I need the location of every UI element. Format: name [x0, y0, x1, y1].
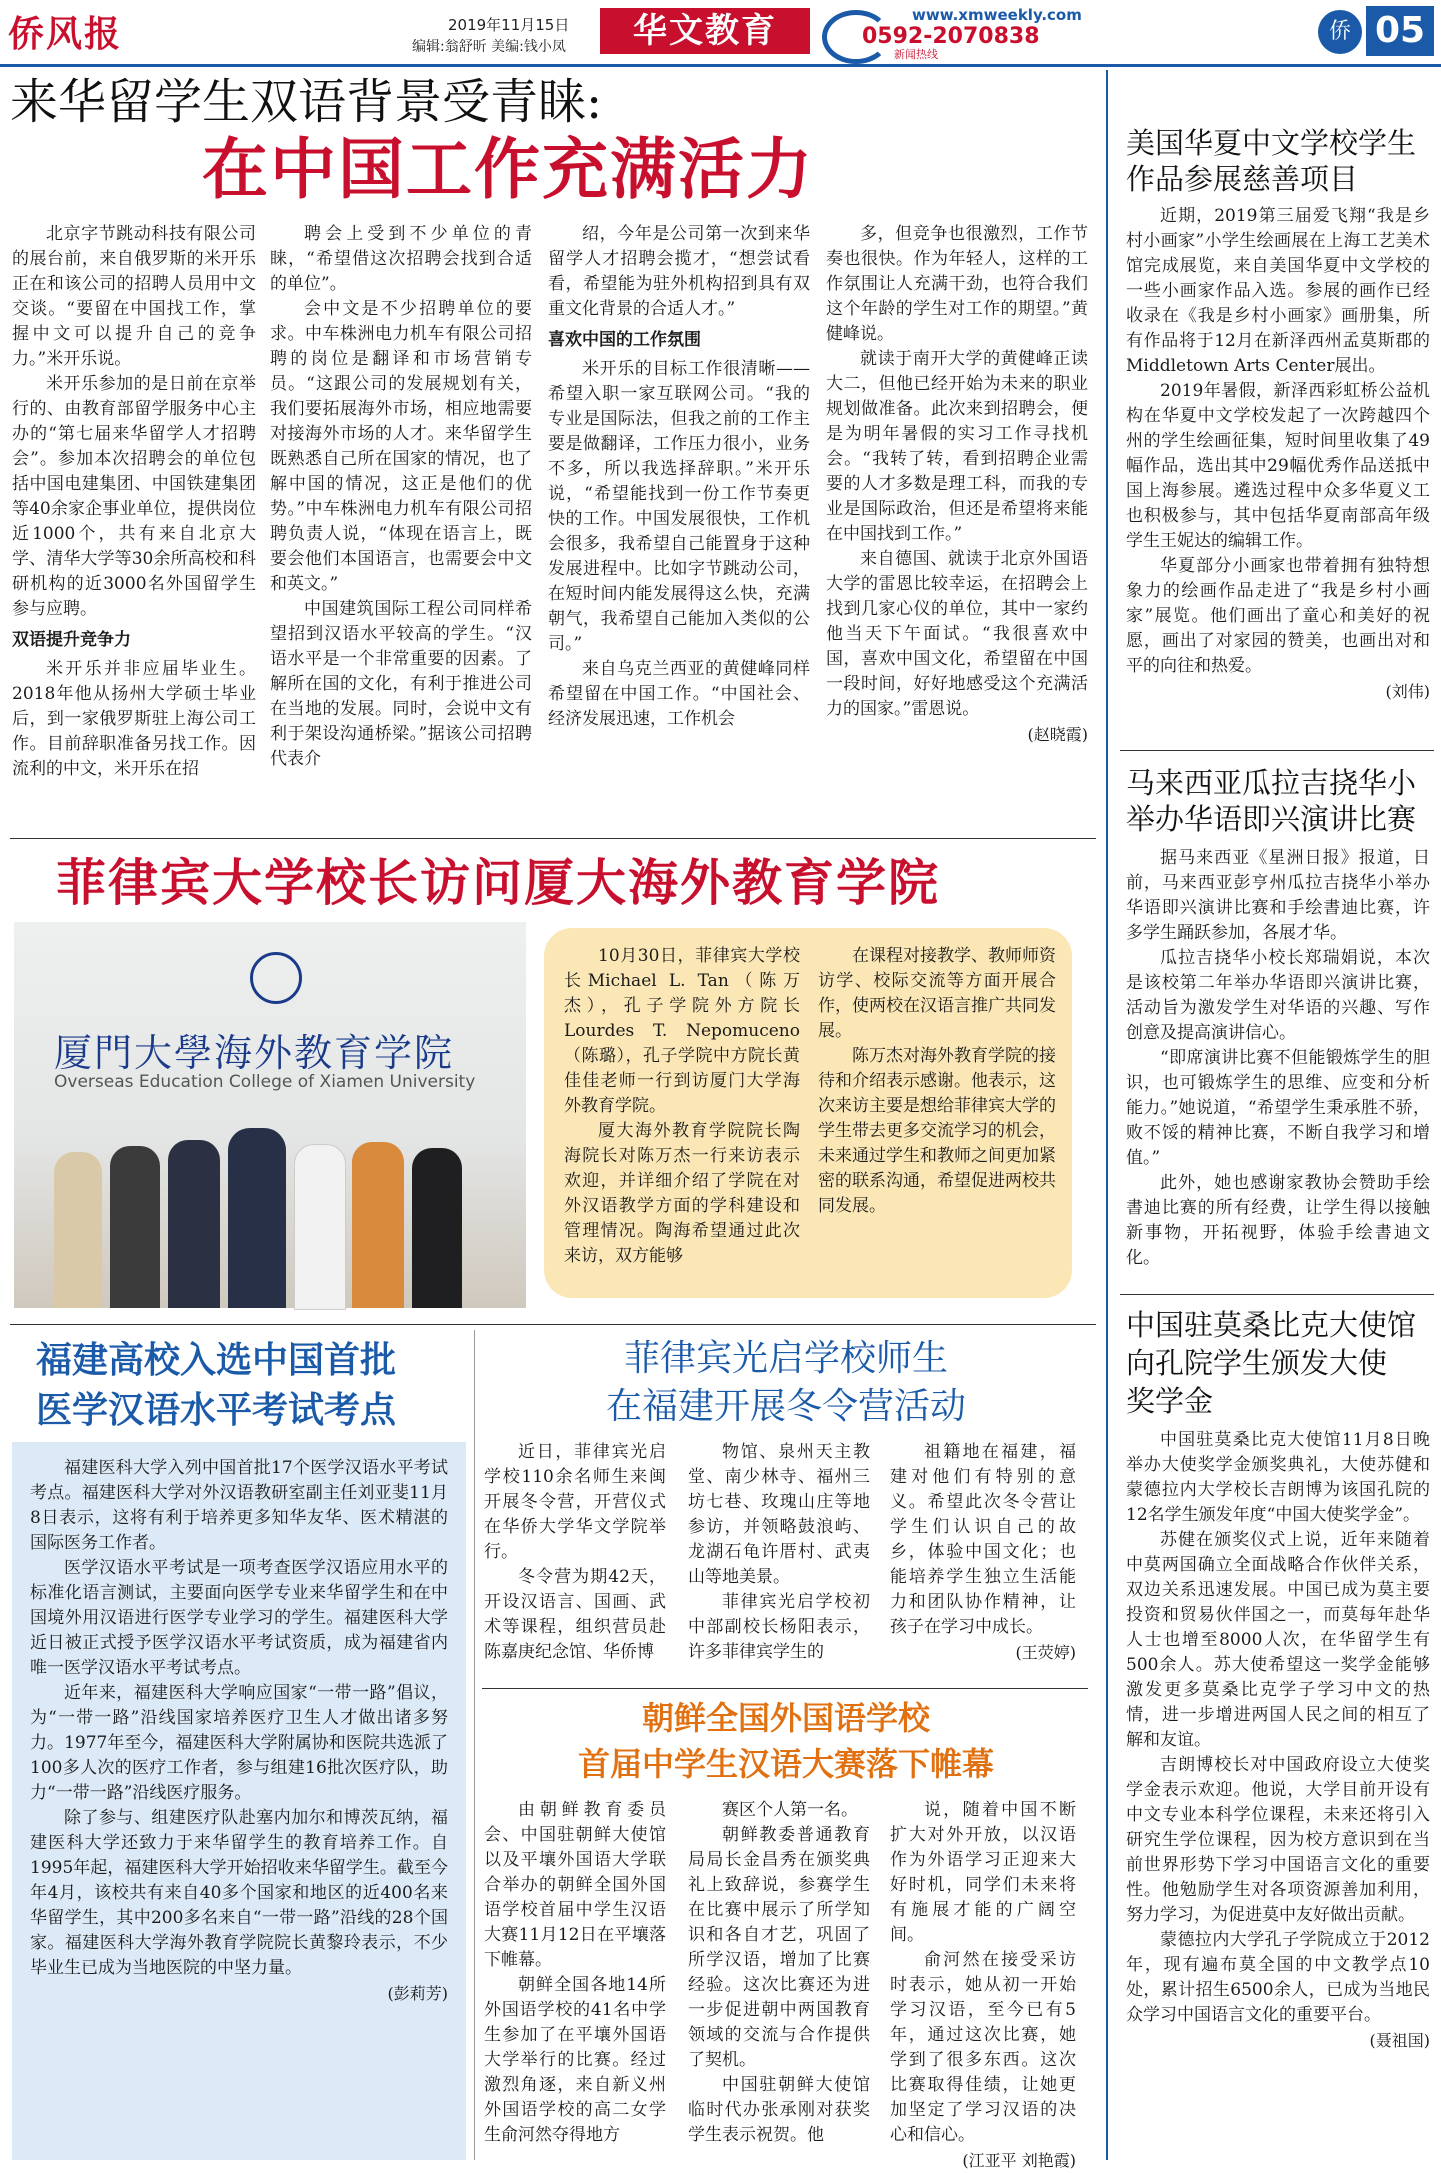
person — [228, 1128, 286, 1308]
article3-body: 福建医科大学入列中国首批17个医学汉语水平考试考点。福建医科大学对外汉语教研室副主任刘亚斐11月8日表示，这将有利于培养更多知华友华、医术精湛的国际医务工作者。 医学汉语水平考试是一项考查医学汉语应用水平的标准化语言测试，主要面向医学专业来华留学生和在中国境外用汉语进行医学专业学习的学生。福建医科大学近日被正式授予医学汉语水平考试资质，成为福建省内唯一医学汉语水平考试考点。 近年来，福建医科大学响应国家“一带一路”倡议，为“一带一路”沿线国家培养医疗卫生人才做出诸多努力。1977年至今，福建医科大学附属协和医院共选派了100多人次的医疗工作者，参与组建16批次医疗队，助力“一带一路”沿线医疗服务。 除了参与、组建医疗队赴塞内加尔和博茨瓦纳，福建医科大学还致力于来华留学生的教育培养工作。自1995年起，福建医科大学开始招收来华留学生。截至今年4月，该校共有来自40多个国家和地区的近400名来华留学生，其中200多名来自“一带一路”沿线的28个国家。福建医科大学海外教育学院院长黄黎玲表示，不少毕业生已成为当地医院的中坚力量。 (彭莉芳) — [30, 1456, 448, 2146]
article1-byline: (赵晓霞) — [1027, 725, 1088, 744]
article2-col1: 10月30日，菲律宾大学校长Michael L. Tan（陈万杰），孔子学院外方院长Lourdes T. Nepomuceno（陈璐），孔子学院中方院长黄佳佳老师一行到访厦门大学海外教育学院。 厦大海外教育学院院长陶海院长对陈万杰一行来访表示欢迎，并详细介绍了学院在对外汉语教学方面的学科建设和管理情况。陶海希望通过此次来访，双方能够 — [564, 946, 800, 1266]
article4-col3: 祖籍地在福建，福建对他们有特别的意义。希望此次冬令营让学生们认识自己的故乡，体验中国文化；也能培养学生独立生活能力和团队协作精神，让孩子在学习中成长。 (王荧婷) — [890, 1440, 1076, 1680]
section-title: 华文教育 — [600, 8, 810, 54]
photo-sign-cn: 厦門大學海外教育学院 — [54, 1031, 455, 1075]
side2-rule — [1120, 750, 1434, 751]
side3-title3: 奖学金 — [1126, 1384, 1214, 1418]
editors: 编辑:翁舒昕 美编:钱小凤 — [412, 39, 566, 55]
hotline-logo — [822, 6, 1082, 61]
side2-title2: 举办华语即兴演讲比赛 — [1126, 802, 1417, 836]
article5-top-rule — [482, 1688, 1088, 1689]
side3-byline: (聂祖国) — [1369, 2031, 1430, 2050]
side2-title1: 马来西亚瓜拉吉挠华小 — [1126, 766, 1417, 800]
article1-subhead1: 双语提升竞争力 — [12, 630, 131, 650]
person — [54, 1152, 102, 1308]
side1-body: 近期，2019第三届爱飞翔“我是乡村小画家”小学生绘画展在上海工艺美术馆完成展览，来自美国华夏中文学校的一些小画家作品入选。参展的画作已经收录在《我是乡村小画家》画册集，所有作品将于12月在新泽西州孟莫斯郡的Middletown Arts Center展出。 2019年暑假，新泽西彩虹桥公益机构在华夏中文学校发起了一次跨越四个州的学生绘画征集，短时间里收集了49幅作品，选出其中29幅优秀作品送抵中国上海参展。遴选过程中众多华夏义工也积极参与，其中包括华夏南部高年级学生王妮达的编辑工作。 华夏部分小画家也带着拥有独特想象力的绘画作品走进了“我是乡村小画家”展览。他们画出了童心和美好的祝愿，画出了对家园的赞美，也画出对和平的向往和热爱。 (刘伟) — [1126, 204, 1430, 744]
side1-byline: (刘伟) — [1385, 682, 1430, 701]
group-people — [54, 1122, 494, 1308]
article2-photo — [14, 922, 526, 1308]
issue-date: 2019年11月15日 — [448, 16, 570, 34]
article5-headline1: 朝鲜全国外国语学校 — [641, 1699, 930, 1737]
person — [110, 1146, 160, 1308]
paper-name: 侨风报 — [8, 13, 123, 55]
article4-headline1: 菲律宾光启学校师生 — [623, 1338, 948, 1379]
side2-body: 据马来西亚《星洲日报》报道，日前，马来西亚彭亨州瓜拉吉挠华小举办华语即兴演讲比赛和手绘書迪比赛，许多学生踊跃参加，各展才华。 瓜拉吉挠华小校长郑瑞娟说，本次是该校第二年举办华语即兴演讲比赛，活动旨为激发学生对华语的兴趣、写作创意及提高演讲信心。 “即席演讲比赛不但能锻炼学生的胆识，也可锻炼学生的思维、应变和分析能力。”她说道，“希望学生秉承胜不骄，败不馁的精神比赛，不断自我学习和增值。” 此外，她也感谢家教协会赞助手绘書迪比赛的所有经费，让学生得以接触新事物，开拓视野，体验手绘書迪文化。 — [1126, 848, 1430, 1268]
phone: 0592-2070838 — [862, 24, 1040, 49]
article1-col2: 聘会上受到不少单位的青睐，“希望借这次招聘会找到合适的单位”。 会中文是不少招聘单位的要求。中车株洲电力机车有限公司招聘的岗位是翻译和市场营销专员。“这跟公司的发展规划有关，我们要拓展海外市场，相应地需要对接海外市场的人才。来华留学生既熟悉自己所在国家的情况，也了解中国的情况，这正是他们的优势。”中车株洲电力机车有限公司招聘负责人说，“体现在语言上，既要会他们本国语言，也需要会中文和英文。” 中国建筑国际工程公司同样希望招到汉语水平较高的学生。“汉语水平是一个非常重要的因素。了解所在国的文化，有利于推进公司在当地的发展。同时，会说中文有利于架设沟通桥梁。”据该公司招聘代表介 — [270, 224, 532, 769]
masthead — [0, 0, 1441, 62]
article4-col1: 近日，菲律宾光启学校110余名师生来闽开展冬令营，开营仪式在华侨大学华文学院举行。 冬令营为期42天，开设汉语言、国画、武术等课程，组织营员赴陈嘉庚纪念馆、华侨博 — [484, 1442, 666, 1662]
article4-col2: 物馆、泉州天主教堂、南少林寺、福州三坊七巷、玫瑰山庄等地参访，并领略鼓浪屿、龙湖石龟许厝村、武夷山等地美景。 菲律宾光启学校初中部副校长杨阳表示，许多菲律宾学生的 — [688, 1442, 870, 1662]
header-rule — [0, 64, 1441, 67]
page-number: 05 — [1366, 6, 1434, 56]
mid-divider — [474, 1330, 475, 2160]
side1-title2: 作品参展慈善项目 — [1126, 162, 1359, 196]
photo-logo-icon — [250, 952, 302, 1004]
article2-col2: 在课程对接教学、教师师资访学、校际交流等方面开展合作，使两校在汉语言推广共同发展。 陈万杰对海外教育学院的接待和介绍表示感谢。他表示，这次来访主要是想给菲律宾大学的学生带去更多交流学习的机会，未来通过学生和教师之间更加紧密的联系沟通，希望促进两校共同发展。 — [818, 946, 1056, 1216]
article2-top-rule — [10, 838, 1096, 839]
article4-headline2: 在福建开展冬令营活动 — [605, 1386, 966, 1427]
article5-col2: 赛区个人第一名。 朝鲜教委普通教育局局长金昌秀在颁奖典礼上致辞说，参赛学生在比赛中展示了所学知识和各自才艺，巩固了所学汉语，增加了比赛经验。这次比赛还为进一步促进朝中两国教育领域的交流与合作提供了契机。 中国驻朝鲜大使馆临时代办张承刚对获奖学生表示祝贺。他 — [688, 1800, 870, 2145]
hotline-label: 新闻热线 — [894, 48, 938, 61]
article3-top-rule — [10, 1324, 1096, 1325]
article1-headline: 在中国工作充满活力 — [202, 131, 814, 208]
section-badge: 侨 — [1318, 10, 1362, 54]
person — [352, 1142, 404, 1308]
article5-headline2: 首届中学生汉语大赛落下帷幕 — [577, 1745, 994, 1783]
article4-byline: (王荧婷) — [1015, 1643, 1076, 1662]
article5-col3: 说，随着中国不断扩大对外开放，以汉语作为外语学习正迎来大好时机，同学们未来将有施展才能的广阔空间。 俞河然在接受采访时表示，她从初一开始学习汉语，至今已有5年，通过这次比赛，她学到了很多东西。这次比赛取得佳绩，让她更加坚定了学习汉语的决心和信心。 (江亚平 刘艳霞) — [890, 1798, 1076, 2160]
website: www.xmweekly.com — [912, 6, 1082, 24]
person — [412, 1148, 462, 1308]
article5-byline: (江亚平 刘艳霞) — [962, 2151, 1076, 2170]
article1-subhead2: 喜欢中国的工作氛围 — [548, 330, 701, 350]
photo-sign-en: Overseas Education College of Xiamen University — [54, 1072, 476, 1092]
article1-col1: 北京字节跳动科技有限公司的展台前，来自俄罗斯的米开乐正在和该公司的招聘人员用中文交谈。“要留在中国找工作，掌握中文可以提升自己的竞争力。”米开乐说。 米开乐参加的是日前在京举行的、由教育部留学服务中心主办的“第七届来华留学人才招聘会”。参加本次招聘会的单位包括中国电建集团、中国铁建集团等40余家企事业单位，提供岗位近1000个，共有来自北京大学、清华大学等30余所高校和科研机构的近3000名外国留学生参与应聘。 双语提升竞争力 米开乐并非应届毕业生。2018年他从扬州大学硕士毕业后，到一家俄罗斯驻上海公司工作。目前辞职准备另找工作。因流利的中文，米开乐在招 — [12, 224, 256, 779]
article3-byline: (彭莉芳) — [387, 1984, 448, 2003]
article5-col1: 由朝鲜教育委员会、中国驻朝鲜大使馆以及平壤外国语大学联合举办的朝鲜全国外国语学校首届中学生汉语大赛11月12日在平壤落下帷幕。 朝鲜全国各地14所外国语学校的41名中学生参加了在平壤外国语大学举行的比赛。经过激烈角逐，来自新义州外国语学校的高二女学生俞河然夺得地方 — [484, 1800, 666, 2145]
article1-col3: 绍，今年是公司第一次到来华留学人才招聘会揽才，“想尝试看看，希望能为驻外机构招到具有双重文化背景的合适人才。” 喜欢中国的工作氛围 米开乐的目标工作很清晰——希望入职一家互联网公司。“我的专业是国际法，但我之前的工作主要是做翻译，工作压力很小，业务不多，所以我选择辞职。”米开乐说，“希望能找到一份工作节奏更快的工作。中国发展很快，工作机会很多，我希望自己能置身于这种发展进程中。比如字节跳动公司，在短时间内能发展得这么快，充满朝气，我希望自己能加入类似的公司。” 来自乌克兰西亚的黄健峰同样希望留在中国工作。“中国社会、经济发展迅速，工作机会 — [548, 224, 810, 729]
article3-headline1: 福建高校入选中国首批 — [36, 1339, 397, 1381]
side3-rule — [1120, 1294, 1434, 1295]
sidebar-divider — [1106, 70, 1108, 2160]
article2-headline: 菲律宾大学校长访问厦大海外教育学院 — [56, 853, 940, 912]
side1-title1: 美国华夏中文学校学生 — [1126, 126, 1417, 160]
article1-kicker: 来华留学生双语背景受青睐: — [10, 74, 603, 130]
side3-title2: 向孔院学生颁发大使 — [1126, 1346, 1388, 1380]
article1-col4: 多，但竞争也很激烈，工作节奏也很快。作为年轻人，这样的工作氛围让人充满干劲，也符合我们这个年龄的学生对工作的期望。”黄健峰说。 就读于南开大学的黄健峰正读大二，但他已经开始为未来的职业规划做准备。此次来到招聘会，便是为明年暑假的实习工作寻找机会。“我转了转，看到招聘企业需要的人才多数是理工科，而我的专业是国际政治，但还是希望将来能在中国找到工作。” 来自德国、就读于北京外国语大学的雷恩比较幸运，在招聘会上找到几家心仪的单位，其中一家约他当天下午面试。“我很喜欢中国，喜欢中国文化，希望留在中国一段时间，好好地感受这个充满活力的国家。”雷恩说。 (赵晓霞) — [826, 222, 1088, 822]
article3-headline2: 医学汉语水平考试考点 — [36, 1389, 397, 1431]
side3-body: 中国驻莫桑比克大使馆11月8日晚举办大使奖学金颁奖典礼，大使苏健和蒙德拉内大学校长吉朗博为该国孔院的12名学生颁发年度“中国大使奖学金”。 苏健在颁奖仪式上说，近年来随着中莫两国确立全面战略合作伙伴关系，双边关系迅速发展。中国已成为莫主要投资和贸易伙伴国之一，而莫每年赴华人士也增至8000人次，在华留学生有500余人。苏大使希望这一奖学金能够激发更多莫桑比克学子学习中文的热情，进一步增进两国人民之间的相互了解和友谊。 吉朗博校长对中国政府设立大使奖学金表示欢迎。他说，大学目前开设有中文专业本科学位课程，未来还将引入研究生学位课程，因为校方意识到在当前世界形势下学习中国语言文化的重要性。他勉励学生对各项资源善加利用，努力学习，为促进莫中友好做出贡献。 蒙德拉内大学孔子学院成立于2012年，现有遍布莫全国的中文教学点10处，累计招生6500余人，已成为当地民众学习中国语言文化的重要平台。 (聂祖国) — [1126, 1428, 1430, 2160]
side3-title1: 中国驻莫桑比克大使馆 — [1126, 1308, 1417, 1342]
person — [168, 1140, 220, 1308]
person — [294, 1144, 346, 1310]
